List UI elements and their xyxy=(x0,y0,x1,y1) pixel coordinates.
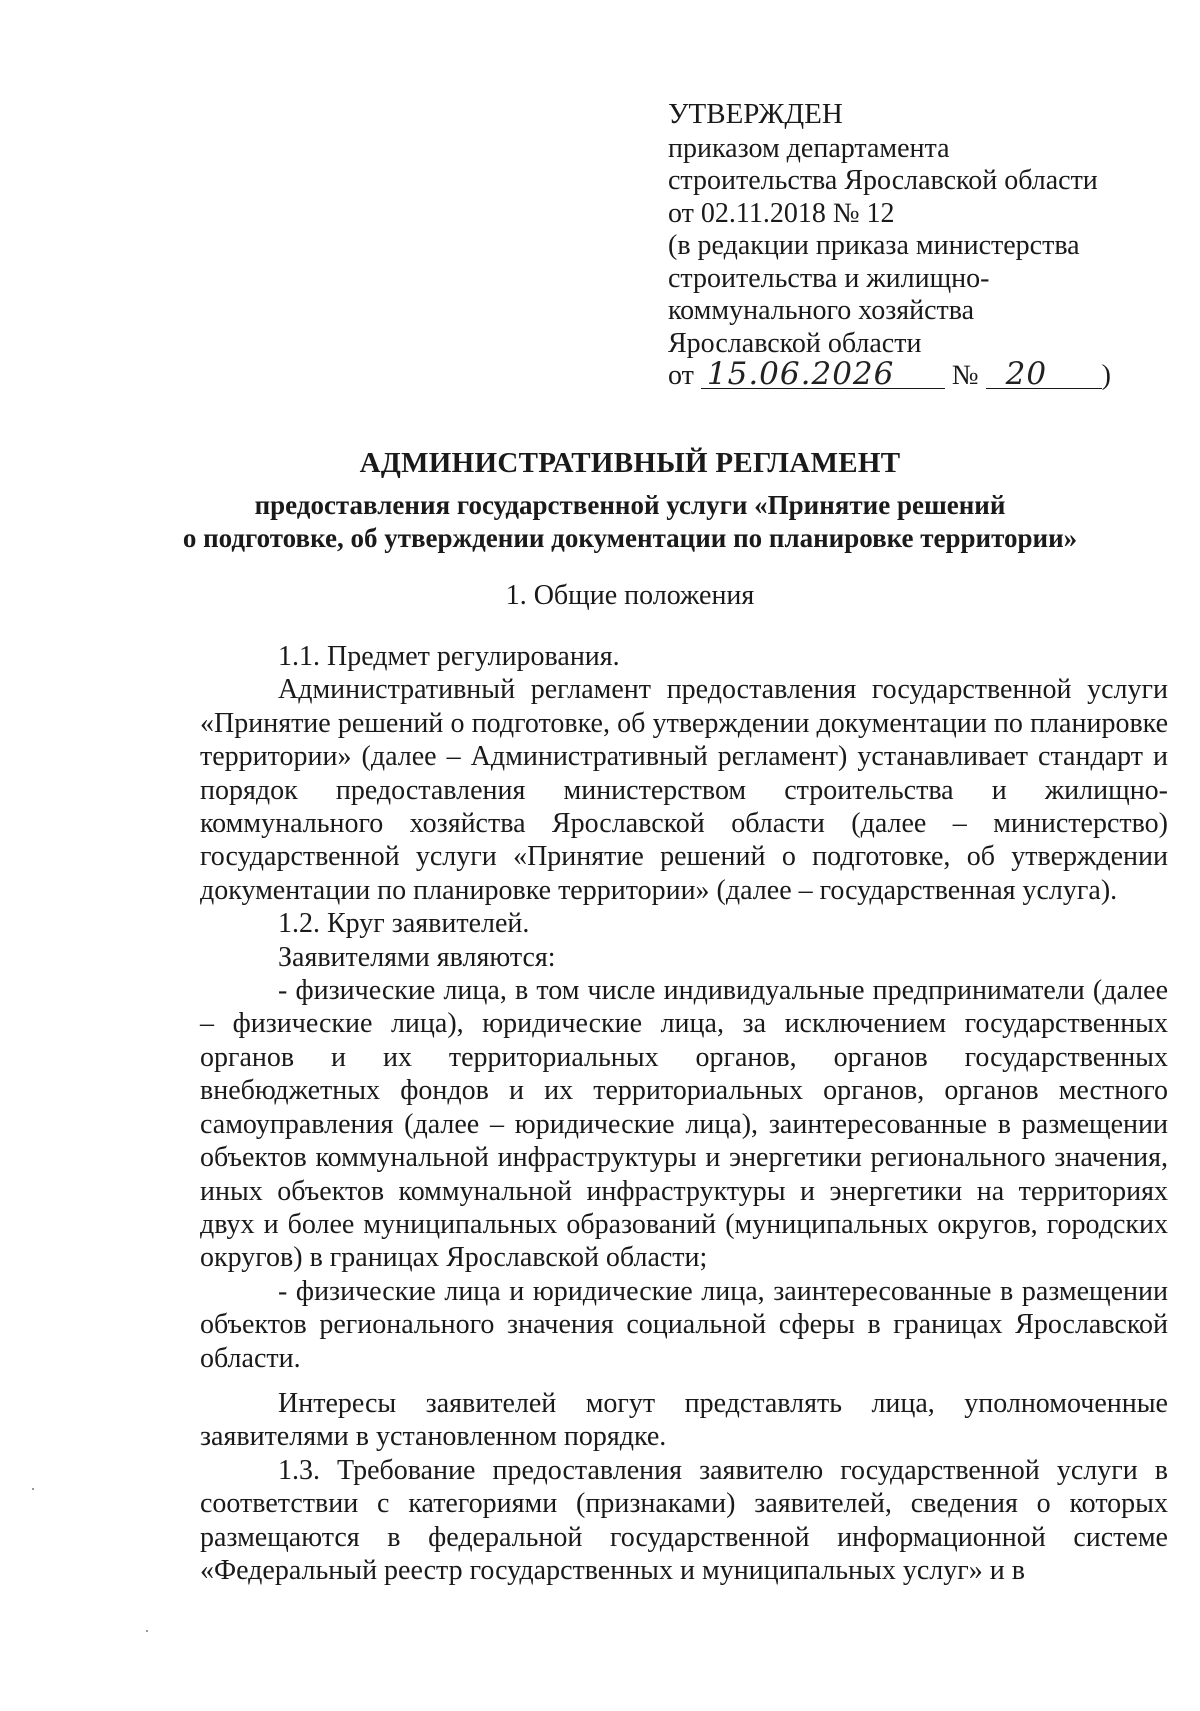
document-subtitle xyxy=(180,489,1080,555)
closing-paren: ) xyxy=(1101,360,1111,391)
paragraph: - физические лица и юридические лица, заинтересованные в размещении объектов регионального значения социальной сферы в границах Ярославской области. xyxy=(200,1275,1168,1374)
paragraph: - физические лица, в том числе индивидуальные предприниматели (далее – физические лица), юридические лица, за исключением государственных органов и их территориальных органов, органов государственных внебюджетных фондов и их территориальных органов, органов местного самоуправления (далее – юридические лица), заинтересованные в размещении объектов коммунальной инфраструктуры и энергетики регионального значения, иных объектов коммунальной инфраструктуры и энергетики на территориях двух и более муниципальных образований (муниципальных округов, городских округов) в границах Ярославской области; xyxy=(200,975,1168,1274)
paragraph: 1.3. Требование предоставления заявителю государственной услуги в соответствии с категориями (признаками) заявителей, сведения о которых размещаются в федеральной государственной информационной системе «Федеральный реестр государственных и муниципальных услуг» и в xyxy=(200,1454,1168,1586)
paragraph: Административный регламент предоставления государственной услуги «Принятие решений о подготовке, об утверждении документации по планировке территории» (далее – Административный регламент) устанавливает стандарт и порядок предоставления министерством строительства и жилищно-коммунального хозяйства Ярославской области (далее – министерство) государственной услуги «Принятие решений о подготовке, об утверждении документации по планировке территории» (далее – государственная услуга). xyxy=(200,674,1168,906)
number-label: № xyxy=(951,360,979,391)
paragraph: 1.2. Круг заявителей. xyxy=(278,908,530,940)
approval-line: от 02.11.2018 № 12 xyxy=(668,197,895,229)
subtitle-line-2: о подготовке, об утверждении документации по планировке территории» xyxy=(182,523,1078,553)
paragraph: 1.1. Предмет регулирования. xyxy=(278,641,620,672)
approval-line: коммунального хозяйства xyxy=(668,295,975,326)
document-body xyxy=(200,640,1168,1587)
approval-date-line xyxy=(668,356,1168,393)
approval-line: приказом департамента xyxy=(668,132,950,164)
paragraph: Заявителями являются: xyxy=(278,941,556,973)
approval-line: строительства и жилищно- xyxy=(668,262,990,294)
paragraph: Интересы заявителей могут представлять лица, уполномоченные заявителями в установленном порядке. xyxy=(200,1387,1168,1453)
section-heading: 1. Общие положения xyxy=(505,580,755,611)
subtitle-line-1: предоставления государственной услуги «Принятие решений xyxy=(254,490,1006,520)
scan-speck xyxy=(146,1630,148,1632)
approval-line: (в редакции приказа министерства xyxy=(668,230,1080,261)
approval-line: Ярославской области xyxy=(668,327,922,359)
approval-block xyxy=(668,98,1168,393)
document-title: АДМИНИСТРАТИВНЫЙ РЕГЛАМЕНТ xyxy=(359,447,901,479)
approval-line: строительства Ярославской области xyxy=(668,165,1098,196)
handwritten-number: 20 xyxy=(986,360,1102,389)
handwritten-date: 15.06.2026 xyxy=(701,360,945,389)
scan-speck xyxy=(32,1488,34,1490)
from-label: от xyxy=(668,360,694,391)
approval-heading: УТВЕРЖДЕН xyxy=(668,98,843,130)
